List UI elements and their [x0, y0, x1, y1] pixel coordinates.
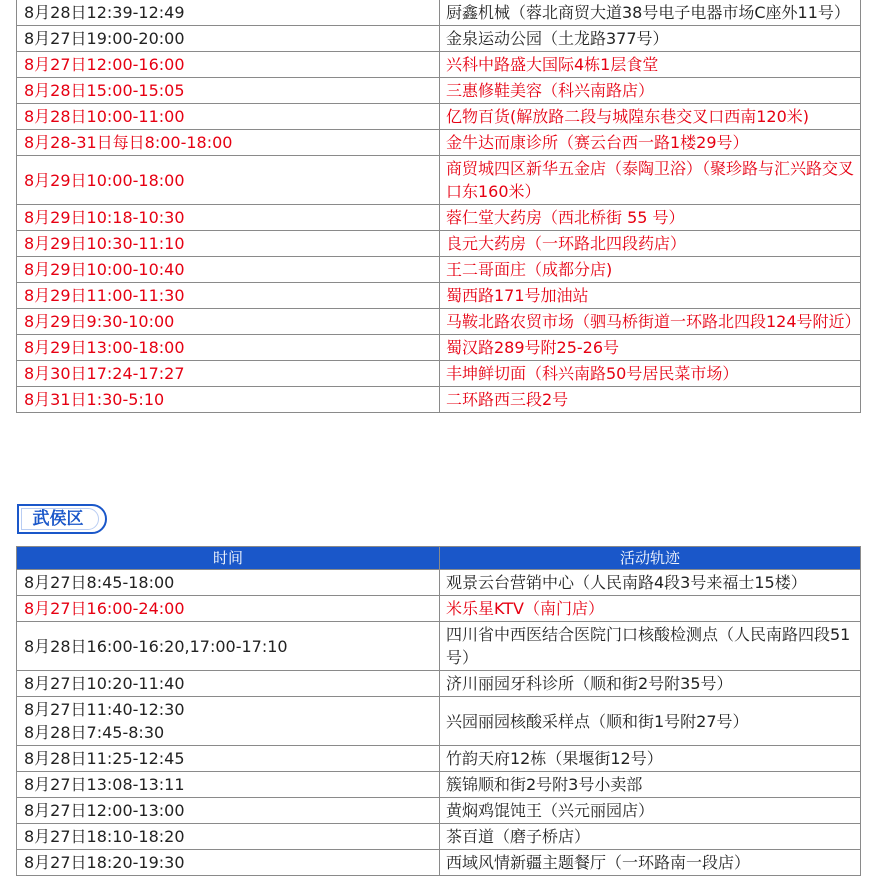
table-row — [17, 824, 861, 850]
table-row — [17, 387, 861, 413]
table-row — [17, 622, 861, 671]
time-cell: 8月28日12:39-12:49 — [17, 0, 440, 26]
table-row — [17, 231, 861, 257]
time-cell: 8月28日11:25-12:45 — [17, 746, 440, 772]
time-cell: 8月28日16:00-16:20,17:00-17:10 — [17, 622, 440, 671]
time-cell: 8月27日12:00-13:00 — [17, 798, 440, 824]
table-row — [17, 0, 861, 26]
table-row — [17, 104, 861, 130]
time-cell: 8月27日12:00-16:00 — [17, 52, 440, 78]
place-cell: 济川丽园牙科诊所（顺和街2号附35号） — [440, 671, 861, 697]
time-cell: 8月29日10:18-10:30 — [17, 205, 440, 231]
trajectory-table-1 — [16, 0, 861, 413]
place-cell: 四川省中西医结合医院门口核酸检测点（人民南路四段51号） — [440, 622, 861, 671]
place-cell: 簇锦顺和街2号附3号小卖部 — [440, 772, 861, 798]
time-cell: 8月28日10:00-11:00 — [17, 104, 440, 130]
time-cell: 8月27日10:20-11:40 — [17, 671, 440, 697]
time-cell: 8月27日8:45-18:00 — [17, 570, 440, 596]
time-cell: 8月28日15:00-15:05 — [17, 78, 440, 104]
place-cell: 兴科中路盛大国际4栋1层食堂 — [440, 52, 861, 78]
trajectory-table-2 — [16, 546, 861, 876]
header-time: 时间 — [17, 547, 440, 570]
table-row — [17, 78, 861, 104]
place-cell: 金泉运动公园（土龙路377号） — [440, 26, 861, 52]
place-cell: 亿物百货(解放路二段与城隍东巷交叉口西南120米) — [440, 104, 861, 130]
time-cell: 8月29日10:30-11:10 — [17, 231, 440, 257]
time-cell: 8月27日18:20-19:30 — [17, 850, 440, 876]
time-cell: 8月28-31日每日8:00-18:00 — [17, 130, 440, 156]
table-row — [17, 361, 861, 387]
time-cell: 8月29日10:00-18:00 — [17, 156, 440, 205]
place-cell: 金牛达而康诊所（赛云台西一路1楼29号） — [440, 130, 861, 156]
table-row — [17, 26, 861, 52]
time-cell: 8月27日18:10-18:20 — [17, 824, 440, 850]
place-cell: 商贸城四区新华五金店（泰陶卫浴）（聚珍路与汇兴路交叉口东160米） — [440, 156, 861, 205]
place-cell: 二环路西三段2号 — [440, 387, 861, 413]
table-header-row — [17, 547, 861, 570]
table-row — [17, 596, 861, 622]
district-title-badge — [17, 504, 107, 534]
table-row — [17, 257, 861, 283]
table-row — [17, 570, 861, 596]
place-cell: 观景云台营销中心（人民南路4段3号来福士15楼） — [440, 570, 861, 596]
place-cell: 蜀西路171号加油站 — [440, 283, 861, 309]
place-cell: 马鞍北路农贸市场（驷马桥街道一环路北四段124号附近） — [440, 309, 861, 335]
time-line: 8月27日11:40-12:30 — [24, 700, 185, 719]
time-cell: 8月29日13:00-18:00 — [17, 335, 440, 361]
time-cell: 8月31日1:30-5:10 — [17, 387, 440, 413]
table-row — [17, 772, 861, 798]
table-row — [17, 156, 861, 205]
place-cell: 米乐星KTV（南门店） — [440, 596, 861, 622]
table-row — [17, 205, 861, 231]
time-cell: 8月29日11:00-11:30 — [17, 283, 440, 309]
place-cell: 蓉仁堂大药房（西北桥街 55 号） — [440, 205, 861, 231]
trajectory-table-2-body — [17, 570, 861, 876]
place-cell: 西域风情新疆主题餐厅（一环路南一段店） — [440, 850, 861, 876]
place-cell: 王二哥面庄（成都分店) — [440, 257, 861, 283]
table-row — [17, 850, 861, 876]
time-cell: 8月30日17:24-17:27 — [17, 361, 440, 387]
place-cell: 三惠修鞋美容（科兴南路店） — [440, 78, 861, 104]
time-cell: 8月27日16:00-24:00 — [17, 596, 440, 622]
trajectory-table-1-body — [17, 0, 861, 413]
table-row — [17, 335, 861, 361]
district-title: 武侯区 — [32, 509, 84, 529]
table-row — [17, 746, 861, 772]
time-cell: 8月27日13:08-13:11 — [17, 772, 440, 798]
place-cell: 良元大药房（一环路北四段药店） — [440, 231, 861, 257]
table-row — [17, 130, 861, 156]
table-row — [17, 283, 861, 309]
place-cell: 黄焖鸡馄饨王（兴元丽园店） — [440, 798, 861, 824]
time-cell: 8月29日10:00-10:40 — [17, 257, 440, 283]
table-row — [17, 309, 861, 335]
table-row — [17, 52, 861, 78]
table-row — [17, 671, 861, 697]
place-cell: 兴园丽园核酸采样点（顺和街1号附27号） — [440, 697, 861, 746]
time-cell: 8月27日19:00-20:00 — [17, 26, 440, 52]
table-row — [17, 798, 861, 824]
header-place: 活动轨迹 — [440, 547, 861, 570]
place-cell: 厨鑫机械（蓉北商贸大道38号电子电器市场C座外11号） — [440, 0, 861, 26]
time-cell — [17, 697, 440, 746]
table-row — [17, 697, 861, 746]
time-cell: 8月29日9:30-10:00 — [17, 309, 440, 335]
place-cell: 丰坤鲜切面（科兴南路50号居民菜市场） — [440, 361, 861, 387]
time-line: 8月28日7:45-8:30 — [24, 723, 165, 742]
place-cell: 蜀汉路289号附25-26号 — [440, 335, 861, 361]
place-cell: 茶百道（磨子桥店） — [440, 824, 861, 850]
place-cell: 竹韵天府12栋（果堰街12号） — [440, 746, 861, 772]
